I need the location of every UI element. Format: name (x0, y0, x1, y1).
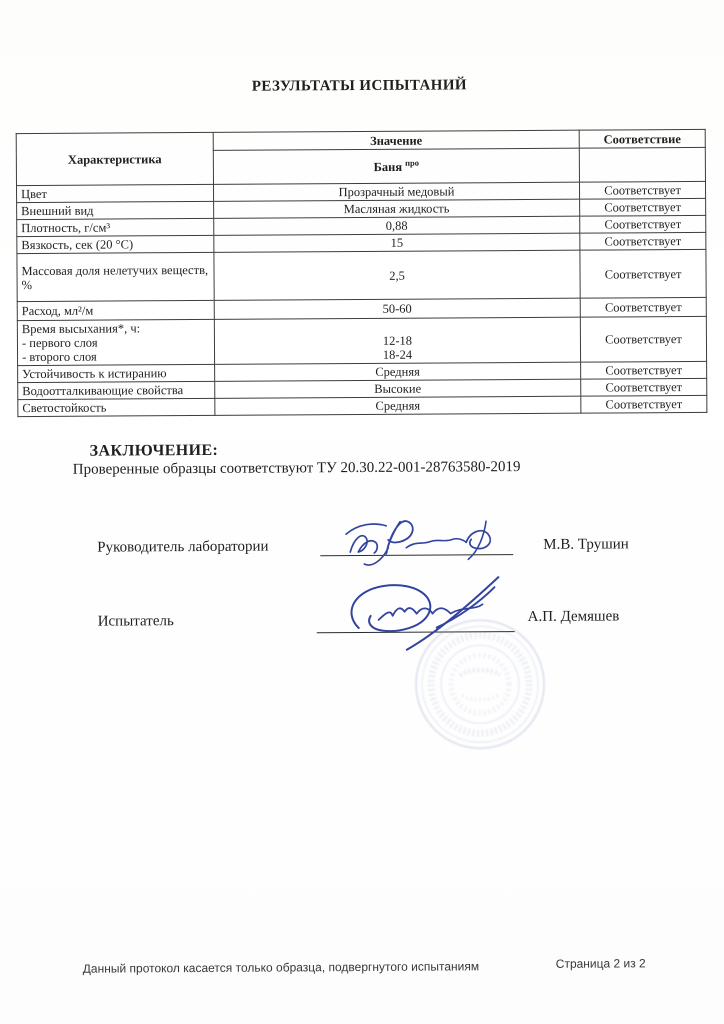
row-label-line: Время высыхания*, ч: (21, 321, 141, 337)
value-cell: Масляная жидкость (213, 199, 579, 218)
table-row (17, 249, 706, 301)
value-cell: Высокие (214, 379, 580, 398)
characteristic-cell: Водоотталкивающие свойства (18, 381, 215, 399)
col-header-compliance: Соответствие (579, 129, 705, 148)
signature-role-lab-head: Руководитель лаборатории (97, 538, 269, 556)
value-cell: 15 (214, 233, 580, 252)
characteristic-cell: Устойчивость к истиранию (18, 364, 215, 382)
sample-name-cell (213, 148, 579, 184)
characteristic-cell: Светостойкость (18, 398, 215, 416)
compliance-cell: Соответствует (580, 297, 706, 317)
compliance-cell: Соответствует (580, 232, 706, 250)
value-cell: Прозрачный медовый (213, 182, 579, 201)
compliance-cell: Соответствует (581, 361, 707, 379)
row-value-line: 18-24 (382, 347, 413, 362)
conclusion-heading: ЗАКЛЮЧЕНИЕ: (89, 441, 219, 460)
table-row (17, 316, 706, 365)
characteristic-cell: Расход, мл²/м (17, 300, 214, 320)
table-row (18, 395, 707, 416)
signature-name-lab-head: М.В. Трушин (543, 536, 629, 553)
results-table (16, 129, 708, 417)
value-cell: Средняя (215, 396, 581, 415)
characteristic-cell: Вязкость, сек (20 °С) (17, 235, 214, 253)
compliance-cell: Соответствует (580, 198, 706, 216)
compliance-cell: Соответствует (580, 181, 706, 199)
value-cell: Средняя (214, 362, 580, 381)
conclusion-text: Проверенные образцы соответствуют ТУ 20.30.22-001-28763580-2019 (72, 459, 521, 478)
value-cell: 0,88 (214, 216, 580, 235)
sample-name: Баня (373, 159, 403, 175)
footer-note: Данный протокол касается только образца, подвергнутого испытаниям (82, 959, 480, 976)
compliance-cell: Соответствует (580, 249, 706, 298)
characteristic-cell: Цвет (16, 184, 213, 202)
compliance-cell: Соответствует (580, 215, 706, 233)
empty-header-cell (579, 147, 705, 182)
signature-role-tester: Испытатель (97, 613, 174, 630)
col-header-value: Значение (213, 130, 579, 150)
signature-handwriting-tester (318, 569, 534, 656)
row-label-line: - первого слоя (21, 335, 98, 351)
characteristic-cell: Массовая доля нелетучих веществ, % (17, 252, 214, 301)
value-cell: 2,5 (214, 250, 581, 300)
characteristic-cell (17, 319, 214, 365)
value-cell: 50-60 (214, 298, 580, 319)
compliance-cell: Соответствует (581, 378, 707, 396)
characteristic-cell: Внешний вид (17, 201, 214, 219)
col-header-characteristic: Характеристика (16, 132, 213, 185)
row-value-line: 12-18 (382, 333, 413, 348)
compliance-cell: Соответствует (581, 395, 707, 413)
compliance-cell: Соответствует (580, 316, 706, 362)
footer-page-number: Страница 2 из 2 (555, 956, 646, 971)
value-cell (214, 317, 581, 364)
characteristic-cell: Плотность, г/см³ (17, 218, 214, 236)
signature-handwriting-lab-head (316, 509, 516, 572)
row-label-line: - второго слоя (22, 349, 97, 365)
signature-name-tester: А.П. Демяшев (527, 608, 620, 625)
page-title: РЕЗУЛЬТАТЫ ИСПЫТАНИЙ (251, 77, 468, 95)
sample-name-suffix: про (405, 157, 420, 168)
